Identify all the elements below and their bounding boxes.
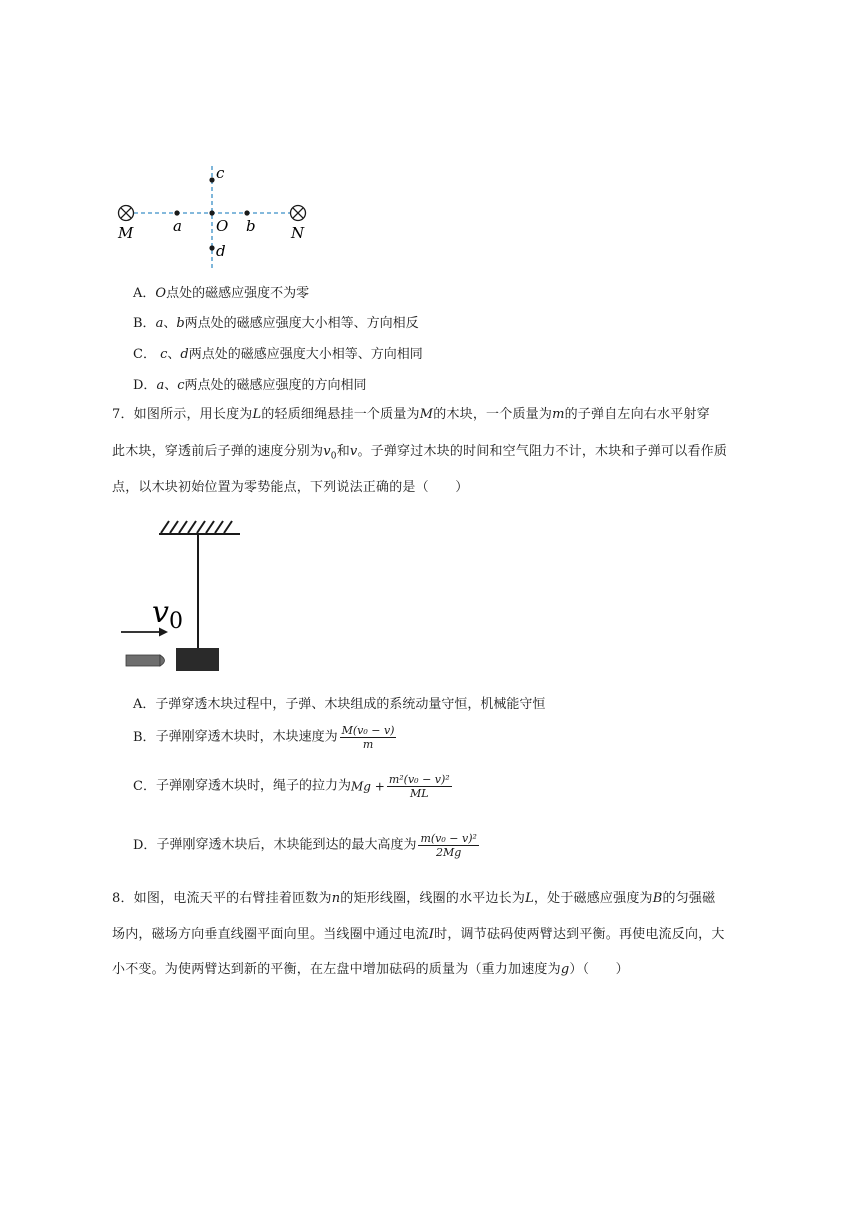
v0-label: $v_0$ xyxy=(152,595,183,634)
q8-stem-line2 xyxy=(112,926,725,944)
q7-stem-line1 xyxy=(112,406,710,424)
option-var: c xyxy=(160,347,168,362)
option-var: c xyxy=(177,378,185,393)
text: ）（ ） xyxy=(569,962,629,977)
option-text: 子弹穿透木块过程中，子弹、木块组成的系统动量守恒，机械能守恒 xyxy=(155,697,546,712)
ceiling-hatch xyxy=(161,521,232,533)
q7-option-a xyxy=(133,696,545,714)
figure-magnetic-field xyxy=(100,158,330,273)
var: B xyxy=(652,891,663,906)
option-var: a xyxy=(156,378,165,393)
option-sep: 、 xyxy=(164,378,178,393)
option-var: b xyxy=(176,316,185,331)
option-text: 子弹刚穿透木块后，木块能到达的最大高度为 xyxy=(156,837,417,853)
denominator: ML xyxy=(409,787,429,800)
q6-option-c xyxy=(133,346,423,364)
wire-N-into-page-icon xyxy=(291,206,306,221)
text: 的轻质细绳悬挂一个质量为 xyxy=(261,407,420,422)
q8-stem-line3 xyxy=(112,961,629,979)
option-text: 点处的磁感应强度不为零 xyxy=(166,286,310,301)
text: 的子弹自左向右水平射穿 xyxy=(564,407,710,422)
q6-option-b xyxy=(133,315,419,333)
option-sep: 、 xyxy=(163,316,177,331)
option-var: O xyxy=(155,286,167,301)
var: M xyxy=(419,407,434,422)
option-var: d xyxy=(180,347,189,362)
text: 的木块，一个质量为 xyxy=(433,407,553,422)
numerator: M(v₀ − v) xyxy=(341,724,395,737)
point-O xyxy=(209,210,214,215)
label-M: M xyxy=(118,224,134,242)
option-letter: A． xyxy=(133,286,156,301)
fraction xyxy=(418,832,478,859)
numerator: m²(v₀ − v)² xyxy=(388,773,450,786)
option-text: 子弹刚穿透木块时，木块速度为 xyxy=(155,729,338,745)
option-text: 两点处的磁感应强度大小相等、方向相同 xyxy=(188,347,423,362)
var: v xyxy=(323,444,331,459)
subscript: 0 xyxy=(330,451,337,462)
fraction xyxy=(387,773,452,800)
text: ，处于磁感应强度为 xyxy=(533,891,653,906)
label-b: b xyxy=(246,217,256,235)
option-sep: 、 xyxy=(167,347,181,362)
q7-option-d xyxy=(133,832,479,859)
var: I xyxy=(428,927,435,942)
text: 时，调节砝码使两臂达到平衡。再使电流反向，大 xyxy=(434,927,725,942)
text: 场内，磁场方向垂直线圈平面向里。当线圈中通过电流 xyxy=(112,927,429,942)
option-letter: C． xyxy=(133,347,156,362)
option-var: a xyxy=(155,316,164,331)
q6-option-a xyxy=(133,285,309,303)
option-letter: B． xyxy=(133,730,156,745)
var: v xyxy=(349,444,358,459)
point-b xyxy=(244,210,249,215)
option-letter: D． xyxy=(133,838,157,853)
text: 此木块，穿透前后子弹的速度分别为 xyxy=(112,444,324,459)
figure-pendulum-bullet xyxy=(112,512,252,677)
question-number: 8． xyxy=(112,891,134,906)
text: 。子弹穿过木块的时间和空气阻力不计，木块和子弹可以看作质 xyxy=(357,444,728,459)
q6-option-d xyxy=(133,377,367,395)
option-letter: D． xyxy=(133,378,157,393)
denominator: 2Mg xyxy=(436,846,462,859)
text: 如图所示，用长度为 xyxy=(133,407,253,422)
formula-prefix: Mg + xyxy=(350,779,385,794)
bullet-icon xyxy=(126,655,165,666)
var: n xyxy=(331,891,341,906)
var: L xyxy=(525,891,534,906)
q7-option-c xyxy=(133,773,452,800)
option-letter: A． xyxy=(133,697,156,712)
text: 和 xyxy=(336,444,350,459)
numerator: m(v₀ − v)² xyxy=(420,832,477,845)
option-text: 子弹刚穿透木块时，绳子的拉力为 xyxy=(155,778,351,794)
wire-M-into-page-icon xyxy=(119,206,134,221)
var: L xyxy=(252,407,262,422)
label-c: c xyxy=(216,164,225,182)
label-N: N xyxy=(291,224,305,242)
option-text: 两点处的磁感应强度的方向相同 xyxy=(184,378,367,393)
text: 点，以木块初始位置为零势能点，下列说法正确的是（ ） xyxy=(112,480,469,495)
point-c xyxy=(209,177,214,182)
var: m xyxy=(552,407,565,422)
option-text: 两点处的磁感应强度大小相等、方向相反 xyxy=(184,316,419,331)
wood-block xyxy=(176,648,219,671)
q7-stem-line2 xyxy=(112,443,727,466)
point-a xyxy=(174,210,179,215)
option-letter: B． xyxy=(133,316,156,331)
text: 如图，电流天平的右臂挂着匝数为 xyxy=(133,891,332,906)
text: 的矩形线圈，线圈的水平边长为 xyxy=(340,891,526,906)
q7-stem-line3 xyxy=(112,479,468,497)
label-O: O xyxy=(216,217,229,235)
question-number: 7． xyxy=(112,407,134,422)
label-a: a xyxy=(173,217,182,235)
point-d xyxy=(209,245,214,250)
denominator: m xyxy=(362,738,374,751)
option-letter: C． xyxy=(133,779,156,794)
var: g xyxy=(560,962,570,977)
text: 小不变。为使两臂达到新的平衡，在左盘中增加砝码的质量为（重力加速度为 xyxy=(112,962,561,977)
label-d: d xyxy=(216,242,226,260)
text: 的匀强磁 xyxy=(662,891,716,906)
q7-option-b xyxy=(133,724,396,751)
fraction xyxy=(340,724,397,751)
q8-stem-line1 xyxy=(112,890,715,908)
